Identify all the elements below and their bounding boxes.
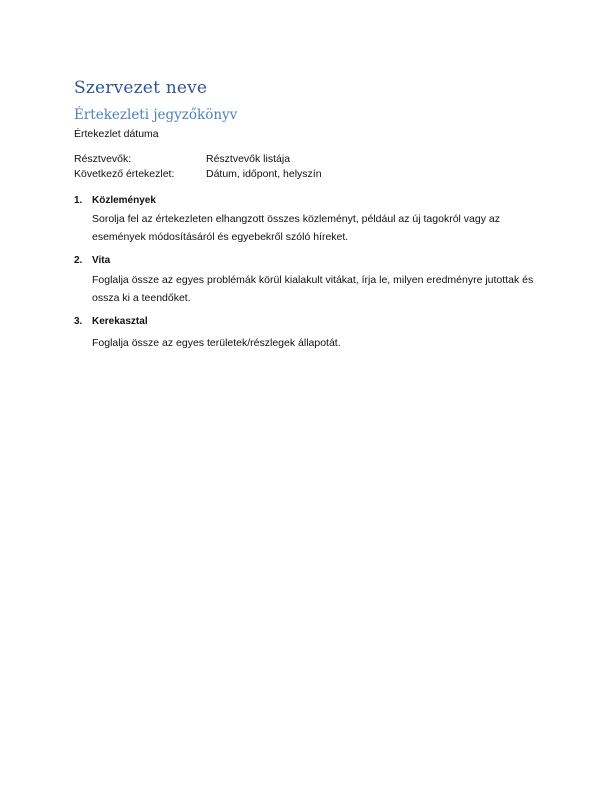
meeting-date: Értekezlet dátuma xyxy=(74,128,159,140)
section-title: Közlemények xyxy=(92,195,156,206)
participants-label: Résztvevők: xyxy=(74,153,132,165)
next-meeting-label: Következő értekezlet: xyxy=(74,168,175,180)
section-heading-roundtable xyxy=(74,316,148,327)
section-body-announcements: Sorolja fel az értekezleten elhangzott összes közleményt, például az új tagokról vagy az események módosításáról és egyebekről szóló híreket. xyxy=(92,213,500,243)
section-number: 2. xyxy=(74,255,83,266)
section-title: Kerekasztal xyxy=(92,316,148,327)
organization-name: Szervezet neve xyxy=(74,78,208,98)
section-title: Vita xyxy=(92,255,111,266)
section-number: 1. xyxy=(74,195,83,206)
document-title: Értekezleti jegyzőkönyv xyxy=(74,107,238,123)
participants-row xyxy=(74,153,290,165)
section-body-roundtable: Foglalja össze az egyes területek/részlegek állapotát. xyxy=(92,337,341,349)
next-meeting-value: Dátum, időpont, helyszín xyxy=(206,168,322,180)
participants-value: Résztvevők listája xyxy=(206,153,291,165)
next-meeting-row xyxy=(74,168,322,180)
section-heading-discussion xyxy=(74,255,110,266)
section-heading-announcements xyxy=(74,195,156,206)
section-number: 3. xyxy=(74,316,83,327)
section-body-discussion: Foglalja össze az egyes problémák körül kialakult vitákat, írja le, milyen eredményre jutottak és ossza ki a teendőket. xyxy=(92,274,534,304)
